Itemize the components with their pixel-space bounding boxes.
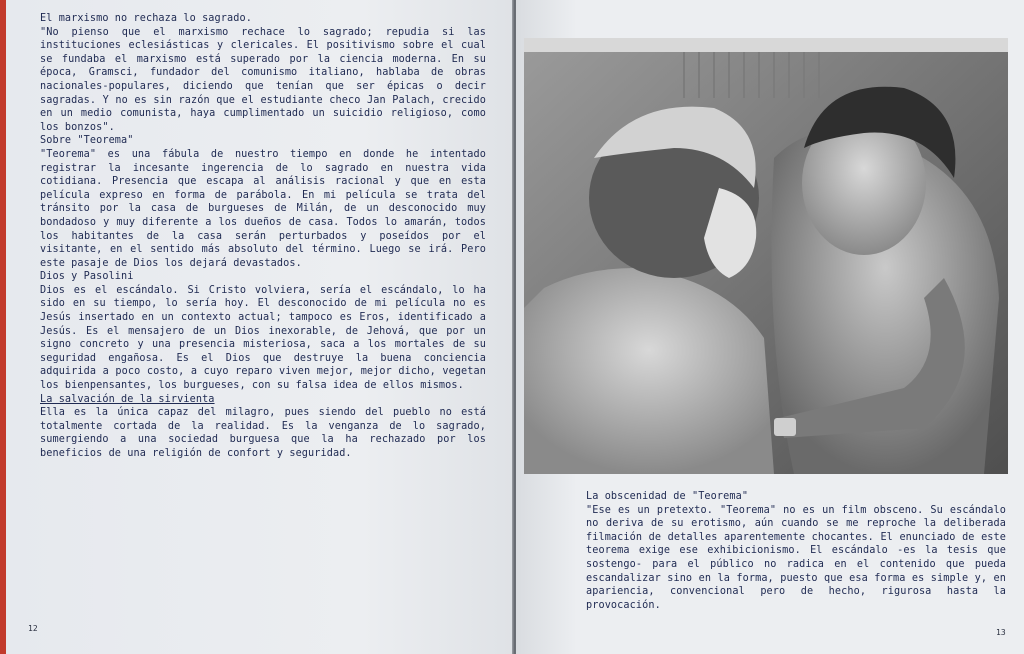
sirvienta-paragraph: Ella es la única capaz del milagro, pues siendo del pueblo no está totalmente cortada de la realidad. Es la venganza de lo sagrado, sumergiendo a una sociedad burguesa que la ha rechazado por los beneficios de una religión de confort y seguridad. <box>40 407 486 459</box>
dios-paragraph: Dios es el escándalo. Si Cristo volviera, sería el escándalo, lo ha sido en su tiempo, lo sería hoy. El desconocido de mi película no es Jesús insertado en un contexto actual; tampoco es Eros, identificado a Jesús. Es el mensajero de un Dios inexorable, de Jehová, que por un signo concreto y una presencia misteriosa, saca a los mortales de su seguridad engañosa. Es el Dios que destruye la buena conciencia adquirida a poco costo, a cuyo reparo viven mejor, mejor dicho, vegetan los bienpensantes, los burgueses, con su falsa idea de ellos mismos. <box>40 284 486 392</box>
left-page-number: 12 <box>28 624 38 633</box>
film-still-photo <box>524 38 1008 474</box>
section-title-sirvienta: La salvación de la sirvienta <box>40 393 215 405</box>
quote-paragraph: "No pienso que el marxismo rechace lo sagrado; repudia si las instituciones eclesiásticas y clericales. El positivismo sobre el cual se fundaba el marxismo está superado por la ciencia moderna. En su época, Gramsci, fundador del comunismo italiano, hablaba de obras nacionales-populares, diciendo que tenían que ser épicas o decir sagradas. Y no es sin razón que el estudiante checo Jan Palach, crecido en un medio comunista, haya cumplimentado un suicidio religioso, como los bonzos". <box>40 26 486 133</box>
right-page-number: 13 <box>996 628 1006 637</box>
left-page <box>6 0 514 654</box>
right-page <box>516 0 1024 654</box>
obscenidad-paragraph: "Ese es un pretexto. "Teorema" no es un film obsceno. Su escándalo no deriva de su erotismo, aún cuando se me reproche la deliberada filmación de detalles aparentemente chocantes. El enunciado de este teorema exige ese exhibicionismo. El escándalo -es la tesis que sostengo- para el público no radica en el contenido que pueda escandalizar sino en la forma, puesto que esa forma es simple y, en apariencia, convencional pero de hecho, rigurosa hasta la provocación. <box>586 504 1006 611</box>
left-page-title: El marxismo no rechaza lo sagrado. <box>40 13 252 24</box>
section-title-obscenidad: La obscenidad de "Teorema" <box>586 491 749 502</box>
film-still-image <box>524 38 1008 474</box>
section-title-dios: Dios y Pasolini <box>40 271 134 283</box>
teorema-paragraph: "Teorema" es una fábula de nuestro tiempo en donde he intentado registrar la incesante ingerencia de lo sagrado en nuestra vida cotidiana. Presencia que escapa al análisis racional y que en esta película expreso en forma de parábola. En mi película se trata del tránsito por la casa de burgueses de Milán, de un desconocido muy bondadoso y muy diferente a los dueños de casa. Todos lo amarán, todos los habitantes de la casa serán perturbados y poseídos por el visitante, en el sentido más absoluto del término. Luego se irá. Pero este pasaje de Dios los dejará devastados. <box>40 148 486 269</box>
section-title-teorema: Sobre "Teorema" <box>40 135 134 147</box>
right-page-text <box>586 490 1006 612</box>
